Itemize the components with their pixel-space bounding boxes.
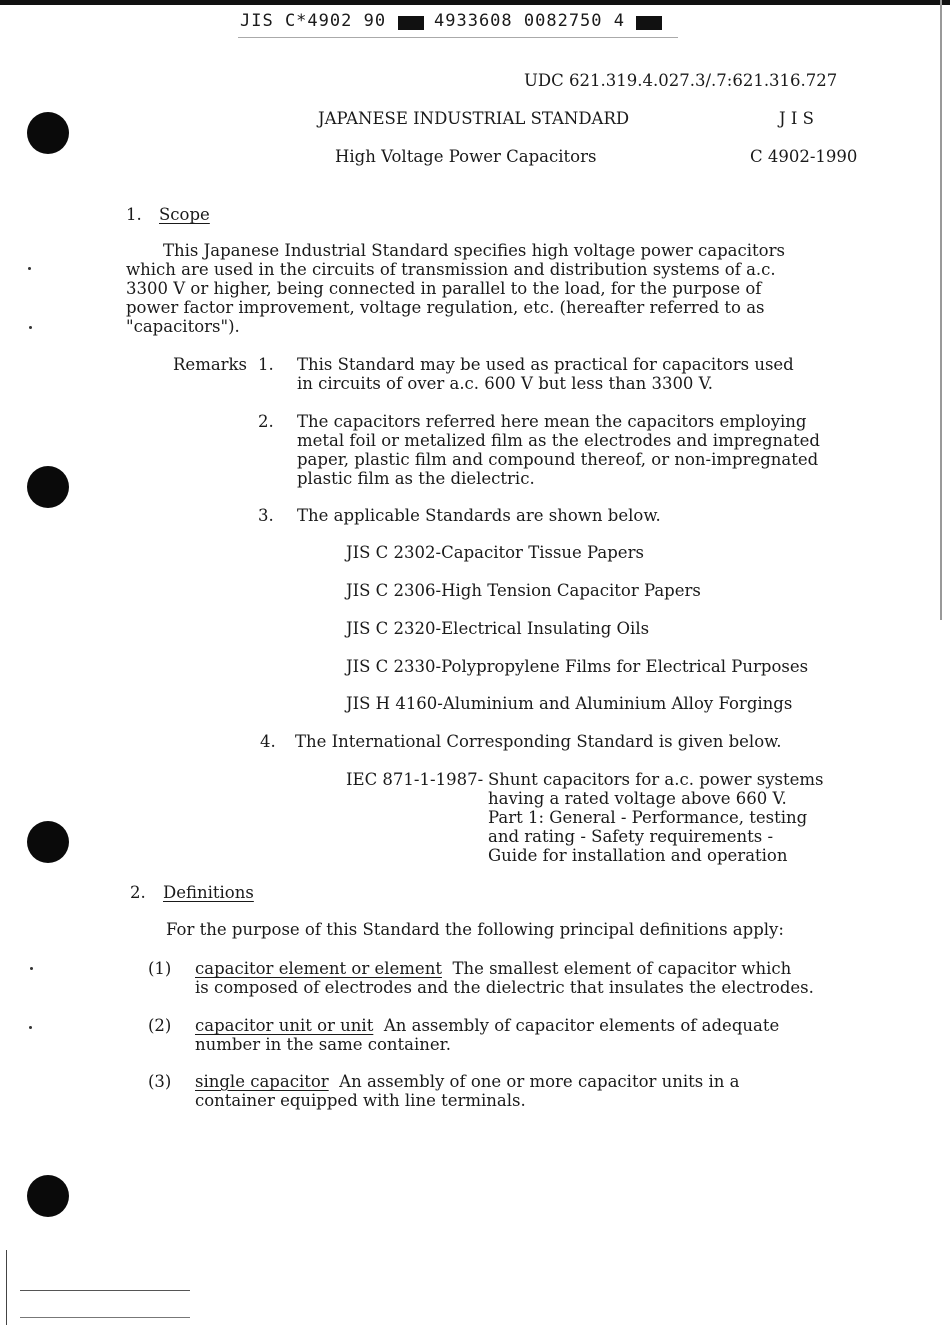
applicable-standard: JIS C 2330-Polypropylene Films for Electrical Purposes — [346, 657, 809, 676]
definition-text: An assembly of one or more capacitor units in a — [339, 1072, 740, 1091]
definition-text: is composed of electrodes and the dielectric that insulates the electrodes. — [195, 978, 814, 997]
remark-1-text — [297, 355, 794, 393]
scan-speck — [29, 1026, 32, 1029]
scan-edge-line — [20, 1317, 190, 1318]
scan-speck — [30, 967, 33, 970]
remark-line: paper, plastic film and compound thereof, or non-impregnated — [297, 450, 819, 469]
definition-3 — [195, 1072, 740, 1110]
document-number: C 4902-1990 — [750, 147, 858, 166]
remark-3-number: 3. — [258, 506, 274, 525]
section-1-heading: Scope — [159, 205, 210, 224]
definitions-intro: For the purpose of this Standard the following principal definitions apply: — [166, 920, 784, 939]
remark-3-text: The applicable Standards are shown below. — [297, 506, 661, 525]
remark-4-number: 4. — [260, 732, 276, 751]
iec-code: IEC 871-1-1987- — [346, 770, 484, 789]
definition-text: container equipped with line terminals. — [195, 1091, 526, 1110]
section-2-number: 2. — [130, 883, 146, 902]
definition-3-number: (3) — [148, 1072, 172, 1091]
definition-term: capacitor unit or unit — [195, 1016, 374, 1035]
definition-1 — [195, 959, 814, 997]
definition-term: capacitor element or element — [195, 959, 442, 978]
scan-speck — [29, 326, 32, 329]
remark-line: in circuits of over a.c. 600 V but less than 3300 V. — [297, 374, 713, 393]
scan-edge-line — [6, 1250, 7, 1325]
applicable-standard: JIS C 2306-High Tension Capacitor Papers — [346, 581, 701, 600]
iec-line: Part 1: General - Performance, testing — [488, 808, 808, 827]
header-code-block — [636, 16, 662, 30]
scope-line: "capacitors"). — [126, 317, 240, 336]
remark-2-text — [297, 412, 820, 488]
scope-paragraph — [126, 241, 785, 336]
definition-term: single capacitor — [195, 1072, 329, 1091]
page-title: High Voltage Power Capacitors — [335, 147, 597, 166]
remark-1-number: 1. — [258, 355, 274, 374]
remark-line: This Standard may be used as practical for capacitors used — [297, 355, 794, 374]
scope-line: This Japanese Industrial Standard specifies high voltage power capacitors — [163, 241, 785, 260]
remark-line: The capacitors referred here mean the capacitors employing — [297, 412, 807, 431]
iec-line: Shunt capacitors for a.c. power systems — [488, 770, 824, 789]
scope-line: 3300 V or higher, being connected in parallel to the load, for the purpose of — [126, 279, 762, 298]
remark-4-text: The International Corresponding Standard is given below. — [295, 732, 782, 751]
punch-hole — [27, 112, 69, 154]
applicable-standard: JIS H 4160-Aluminium and Aluminium Alloy Forgings — [346, 694, 793, 713]
scan-edge-line — [940, 0, 942, 620]
iec-line: and rating - Safety requirements - — [488, 827, 774, 846]
definition-2-number: (2) — [148, 1016, 172, 1035]
header-code-block — [398, 16, 424, 30]
header-rule — [238, 37, 678, 38]
scan-edge-line — [20, 1290, 190, 1291]
scan-speck — [28, 267, 31, 270]
scope-line: which are used in the circuits of transmission and distribution systems of a.c. — [126, 260, 776, 279]
scope-line: power factor improvement, voltage regulation, etc. (hereafter referred to as — [126, 298, 765, 317]
header-code-part2: 4933608 0082750 4 — [434, 11, 625, 31]
section-2-heading: Definitions — [163, 883, 254, 902]
punch-hole — [27, 821, 69, 863]
section-1-number: 1. — [126, 205, 142, 224]
applicable-standard: JIS C 2320-Electrical Insulating Oils — [346, 619, 650, 638]
punch-hole — [27, 1175, 69, 1217]
remarks-label: Remarks — [173, 355, 248, 374]
header-code — [240, 12, 386, 31]
scan-top-edge — [0, 0, 950, 5]
applicable-standard: JIS C 2302-Capacitor Tissue Papers — [346, 543, 644, 562]
standard-type: JAPANESE INDUSTRIAL STANDARD — [318, 109, 630, 128]
definition-text: The smallest element of capacitor which — [452, 959, 792, 978]
definition-2 — [195, 1016, 779, 1054]
iec-line: Guide for installation and operation — [488, 846, 788, 865]
iec-title — [488, 770, 824, 865]
udc-code: UDC 621.319.4.027.3/.7:621.316.727 — [524, 71, 838, 90]
definition-text: An assembly of capacitor elements of adequate — [383, 1016, 780, 1035]
iec-line: having a rated voltage above 660 V. — [488, 789, 787, 808]
remark-line: metal foil or metalized film as the electrodes and impregnated — [297, 431, 820, 450]
remark-2-number: 2. — [258, 412, 274, 431]
header-code-part1: JIS C*4902 90 — [240, 11, 387, 31]
definition-text: number in the same container. — [195, 1035, 451, 1054]
definition-1-number: (1) — [148, 959, 172, 978]
remark-line: plastic film as the dielectric. — [297, 469, 535, 488]
jis-mark: J I S — [779, 109, 814, 128]
punch-hole — [27, 466, 69, 508]
